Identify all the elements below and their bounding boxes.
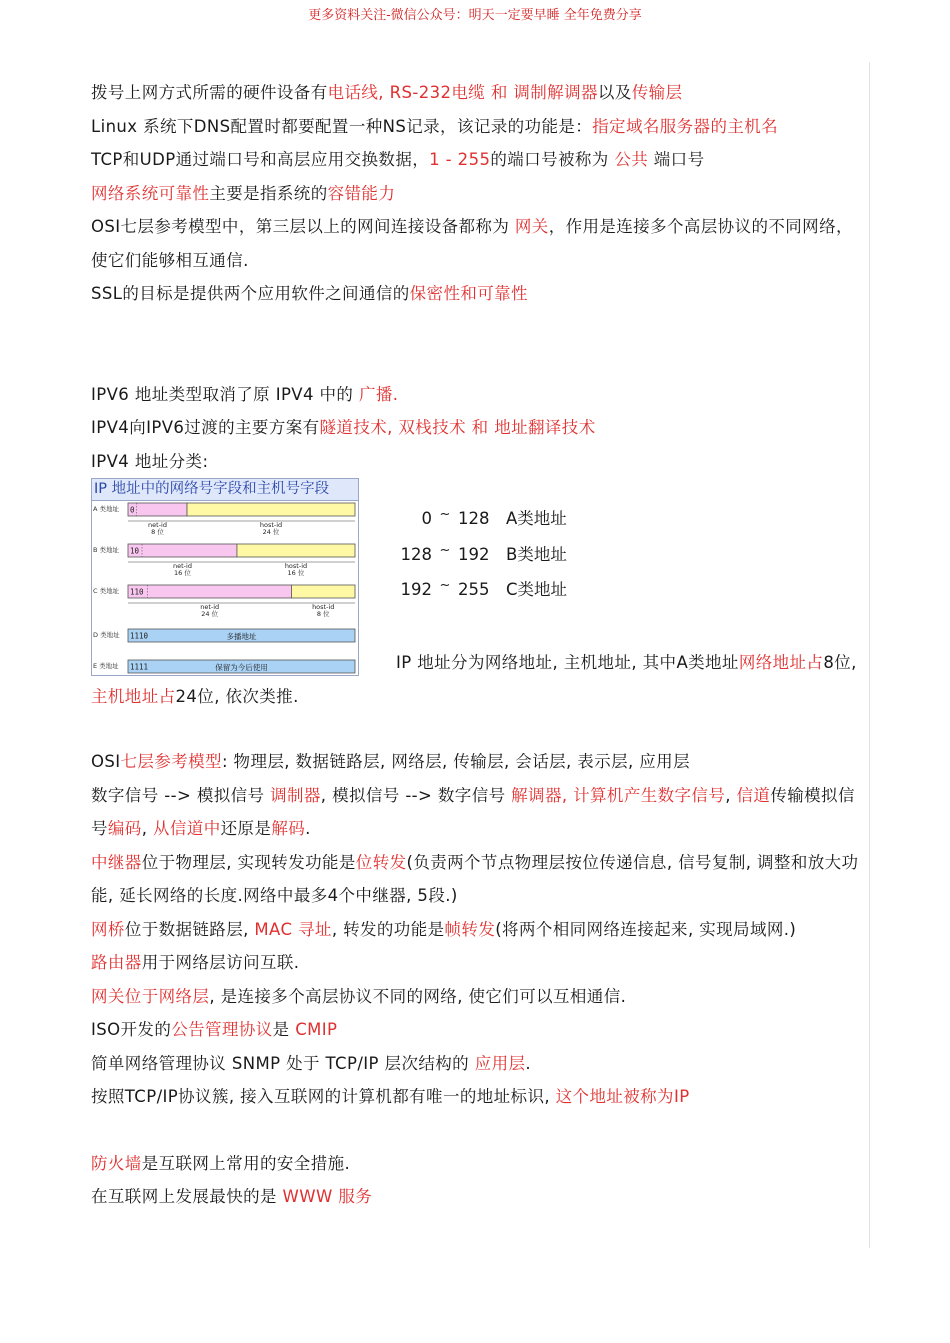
paragraph [91, 110, 866, 144]
highlight-run: 应用层 [474, 1053, 526, 1073]
spacer [91, 1114, 866, 1147]
text-run: 主要是指系统的 [209, 183, 328, 203]
highlight-run: 公共 [614, 150, 649, 169]
highlight-run: WWW 服务 [282, 1187, 373, 1206]
text-run: (负责两个节点物理层按位传递信息, 信号复制, 调整和放大功能, 延长网络的长度.网络中最多4个中继器, 5段.) [91, 852, 859, 905]
range-from: 192 [400, 580, 432, 599]
range-tilde: ~ [439, 578, 451, 593]
highlight-run: 网关 [514, 217, 549, 236]
class-ranges [396, 502, 567, 609]
highlight-run: 中继器 [91, 852, 142, 872]
paragraph [91, 1180, 866, 1214]
paragraph [91, 143, 866, 177]
paragraph [91, 946, 866, 980]
text-run: 传输模拟信号 [91, 785, 855, 838]
class-label: A 类地址 [93, 505, 120, 513]
text-run: , [725, 785, 737, 805]
highlight-run: 调制器 [270, 785, 321, 805]
highlight-run: 1 - 255 [429, 150, 491, 169]
range-from: 0 [421, 509, 432, 528]
class-label: D 类地址 [93, 631, 120, 639]
text-run: ，作用是连接多个高层协议的不同网络，使它们能够相互通信. [91, 217, 853, 270]
paragraph [91, 1147, 866, 1181]
figure-title: IP 地址中的网络号字段和主机号字段 [92, 479, 358, 501]
host-id-label: host-id [284, 562, 308, 570]
text-run: 简单网络管理协议 SNMP 处于 TCP/IP 层次结构的 [91, 1053, 475, 1073]
paragraph [91, 445, 866, 479]
host-id-label: host-id [312, 603, 335, 611]
text-run: 位于数据链路层, [124, 919, 255, 939]
class-label: C 类地址 [93, 587, 120, 595]
text-run: 8位, [823, 653, 857, 672]
range-row-b [396, 538, 567, 574]
class-prefix: 10 [130, 546, 140, 556]
text-run: Linux 系统下DNS配置时都要配置一种NS记录，该记录的功能是： [91, 116, 593, 136]
paragraph [91, 210, 866, 277]
host-bits-label: 16 位 [287, 569, 305, 577]
paragraph [91, 76, 866, 110]
range-tilde: ~ [439, 542, 451, 558]
highlight-run: 主机地址占 [91, 686, 176, 706]
highlight-run: 从信道中 [153, 819, 221, 838]
text-run: SSL的目标是提供两个应用软件之间通信的 [91, 284, 410, 303]
ip-address-note [91, 646, 866, 713]
highlight-run: 电话线, RS-232电缆 和 调制解调器 [327, 83, 598, 102]
text-run: : 物理层, 数据链路层, 网络层, 传输层, 会话层, 表示层, 应用层 [221, 752, 690, 771]
text-run: , 是连接多个高层协议不同的网络, 使它们可以互相通信. [209, 986, 627, 1006]
text-run: 位于物理层, 实现转发功能是 [141, 852, 356, 872]
highlight-run: 保密性和可靠性 [409, 284, 528, 303]
paragraph [91, 846, 866, 913]
net-id-segment [128, 503, 187, 516]
class-usage: 多播地址 [226, 632, 257, 641]
range-class: B类地址 [506, 544, 567, 564]
highlight-run: 信道 [736, 785, 771, 805]
spacer [91, 311, 866, 378]
highlight-run: 广播. [358, 384, 399, 404]
text-run: 按照TCP/IP协议簇, 接入互联网的计算机都有唯一的地址标识, [91, 1087, 556, 1106]
host-id-segment [291, 585, 355, 598]
net-bits-label: 8 位 [151, 528, 164, 536]
section-osi-devices [91, 745, 866, 1114]
text-run: , [141, 819, 154, 838]
host-bits-label: 24 位 [262, 528, 280, 536]
highlight-run: 七层参考模型 [120, 752, 222, 771]
text-run: 端口号 [648, 150, 705, 169]
net-id-label: net-id [173, 562, 192, 570]
paragraph [91, 779, 866, 846]
class-prefix: 110 [130, 587, 144, 597]
text-run: 还原是 [220, 819, 272, 838]
text-run: (将两个相同网络连接起来, 实现局域网.) [495, 919, 797, 939]
text-run: , 转发的功能是 [331, 919, 445, 939]
highlight-run: CMIP [295, 1020, 338, 1039]
text-run: 是互联网上常用的安全措施. [141, 1153, 351, 1173]
section-security [91, 1147, 866, 1214]
class-prefix: 1111 [130, 662, 149, 672]
range-from: 128 [400, 544, 432, 564]
highlight-run: 网桥 [91, 919, 125, 939]
highlight-run: 网络系统可靠性 [91, 183, 210, 203]
class-prefix: 0 [130, 505, 135, 515]
range-to: 128 [458, 509, 490, 528]
highlight-run: 网络地址占 [738, 653, 824, 672]
highlight-run: MAC 寻址 [254, 919, 332, 939]
text-run: 的端口号被称为 [490, 150, 615, 169]
text-run: 是 [272, 1020, 296, 1039]
class-label: E 类地址 [93, 662, 119, 670]
text-run: . [305, 819, 311, 838]
range-to: 192 [458, 544, 490, 564]
text-run: 以及 [597, 83, 632, 102]
highlight-run: 公告管理协议 [171, 1020, 273, 1039]
highlight-run: 隧道技术, 双栈技术 和 地址翻译技术 [319, 418, 596, 437]
text-run: IPV4向IPV6过渡的主要方案有 [91, 418, 320, 437]
highlight-run: 位转发 [355, 852, 407, 872]
host-id-segment [237, 544, 355, 557]
class-label: B 类地址 [93, 546, 120, 554]
text-run: 拨号上网方式所需的硬件设备有 [91, 83, 328, 102]
highlight-run: 指定域名服务器的主机名 [592, 116, 779, 136]
page-margin-rule [869, 62, 870, 1248]
text-run: IP 地址分为网络地址, 主机地址, 其中A类地址 [396, 653, 739, 672]
highlight-run: 传输层 [631, 83, 683, 102]
highlight-run: 容错能力 [327, 183, 396, 203]
paragraph [91, 1080, 866, 1114]
class-usage: 保留为今后使用 [215, 663, 268, 672]
host-id-label: host-id [259, 521, 283, 529]
highlight-run: 帧转发 [444, 919, 496, 939]
text-run: OSI [91, 752, 121, 771]
ip-classification-block [91, 478, 866, 712]
highlight-run: 网关位于网络层 [91, 986, 210, 1006]
paragraph [91, 1047, 866, 1081]
host-bits-label: 8 位 [316, 610, 330, 618]
paragraph [91, 913, 866, 947]
range-class: A类地址 [506, 509, 567, 528]
range-row-a [396, 502, 567, 538]
highlight-run: 编码 [107, 819, 142, 838]
net-bits-label: 24 位 [201, 610, 219, 618]
paragraph [91, 745, 866, 779]
text-run: TCP和UDP通过端口号和高层应用交换数据， [91, 150, 430, 169]
paragraph [91, 980, 866, 1014]
text-run: ISO开发的 [91, 1020, 172, 1039]
net-bits-label: 16 位 [174, 569, 191, 577]
text-run: 用于网络层访问互联. [141, 953, 300, 972]
highlight-run: 这个地址被称为IP [555, 1087, 690, 1106]
section-hardware-protocols [91, 76, 866, 311]
spacer [91, 712, 866, 745]
text-run: 在互联网上发展最快的是 [91, 1187, 283, 1206]
paragraph [91, 1013, 866, 1047]
highlight-run: 路由器 [91, 953, 142, 972]
range-row-c [396, 573, 567, 609]
net-id-segment [128, 585, 291, 598]
host-id-segment [187, 503, 355, 516]
net-id-label: net-id [200, 603, 220, 611]
text-run: . [525, 1053, 532, 1073]
range-to: 255 [458, 580, 490, 599]
document-page [91, 76, 866, 1214]
text-run: IPV6 地址类型取消了原 IPV4 中的 [91, 384, 359, 404]
paragraph [91, 378, 866, 412]
text-run: 数字信号 --> 模拟信号 [91, 785, 271, 805]
class-prefix: 1110 [130, 631, 149, 641]
highlight-run: 解码 [271, 819, 306, 838]
highlight-run: 防火墙 [91, 1153, 142, 1173]
text-run: , 模拟信号 --> 数字信号 [320, 785, 512, 805]
net-id-label: net-id [148, 521, 167, 529]
section-ipv6 [91, 378, 866, 479]
text-run: OSI七层参考模型中，第三层以上的网间连接设备都称为 [91, 217, 515, 236]
paragraph [91, 411, 866, 445]
range-class: C类地址 [506, 580, 568, 599]
paragraph [91, 277, 866, 311]
net-id-segment [128, 544, 237, 557]
range-tilde: ~ [439, 507, 451, 522]
text-run: 24位, 依次类推. [175, 686, 299, 706]
paragraph [91, 177, 866, 211]
header-banner: 更多资料关注-微信公众号：明天一定要早睡 全年免费分享 [308, 8, 642, 23]
text-run: IPV4 地址分类: [91, 451, 209, 471]
highlight-run: 解调器, 计算机产生数字信号 [511, 785, 726, 805]
